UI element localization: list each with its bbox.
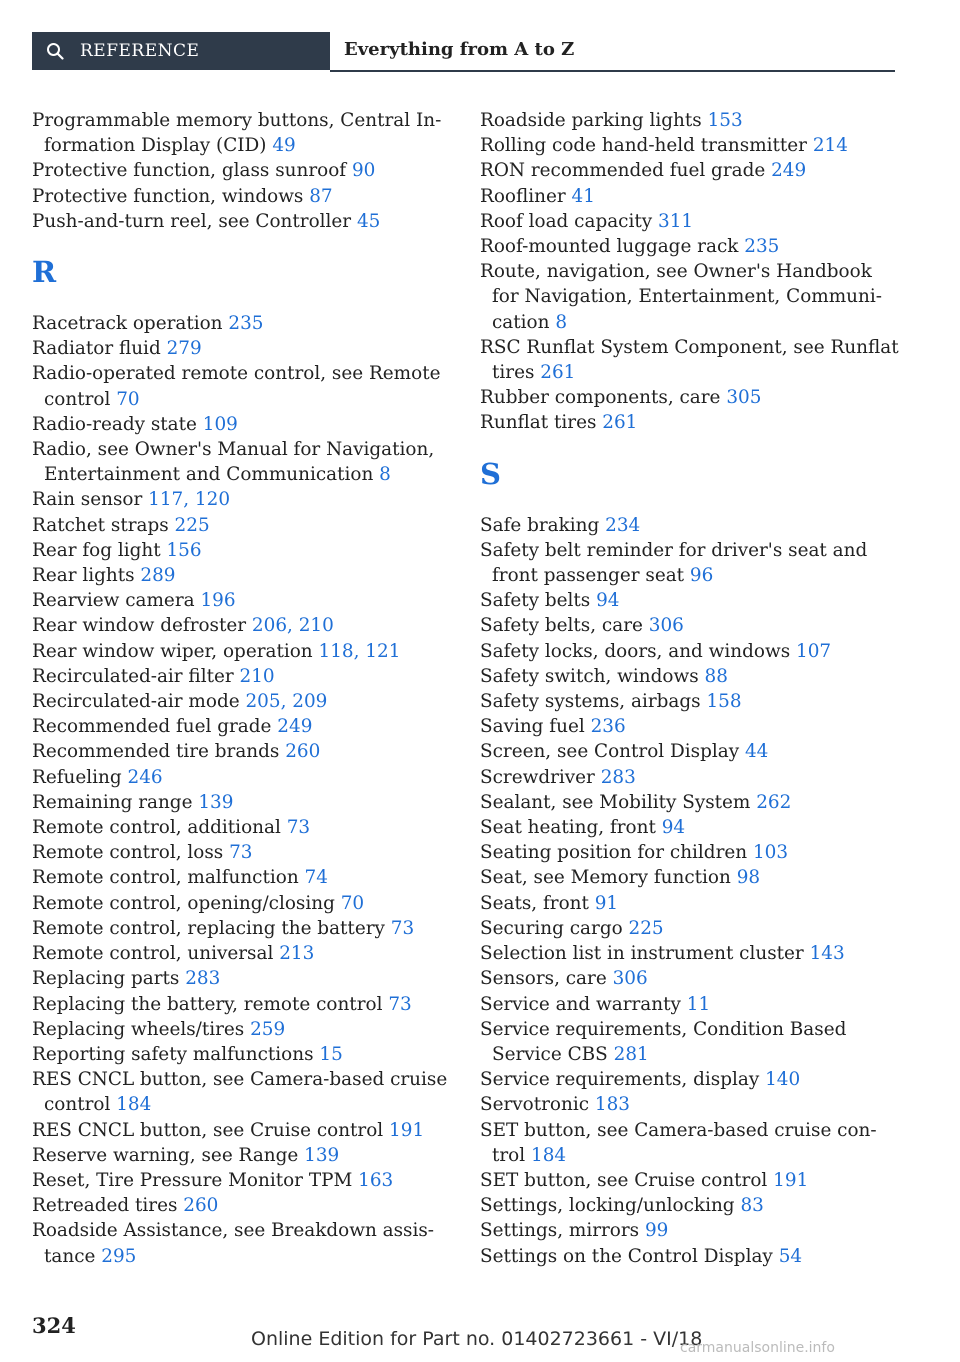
page-reference-link[interactable]: 283 (600, 766, 636, 788)
index-entry (32, 739, 452, 764)
page-reference-link[interactable]: 249 (277, 716, 313, 738)
index-entry (480, 739, 900, 764)
page-reference-link[interactable]: 191 (389, 1119, 425, 1141)
page-reference-link[interactable]: 153 (707, 110, 743, 131)
index-entry (32, 437, 452, 487)
index-entry (32, 1118, 452, 1143)
index-term: Safe braking (480, 514, 600, 536)
page-reference-link[interactable]: 196 (200, 590, 236, 612)
index-entry (32, 790, 452, 815)
index-term: Saving fuel (480, 716, 585, 738)
index-entry (480, 184, 900, 209)
page-reference-link[interactable]: 139 (304, 1144, 340, 1166)
index-entry (480, 815, 900, 840)
index-entry (480, 992, 900, 1017)
page-reference-link[interactable]: 236 (590, 716, 626, 738)
index-column-left (32, 108, 452, 1269)
index-term: Remote control, universal (32, 943, 274, 965)
page-reference-link[interactable]: 213 (279, 943, 315, 965)
page-reference-link[interactable]: 49 (272, 135, 296, 157)
index-term: Safety systems, airbags (480, 691, 701, 713)
page-reference-link[interactable]: 109 (202, 413, 238, 435)
index-entry (32, 891, 452, 916)
index-entry (480, 790, 900, 815)
index-entry (480, 916, 900, 941)
page-reference-link[interactable]: 73 (286, 817, 311, 839)
watermark: carmanualsonline.info (680, 1340, 835, 1356)
index-entry (32, 108, 452, 158)
index-entry (32, 639, 452, 664)
index-entry (32, 992, 452, 1017)
index-term: Service requirements, Condition Based Service CBS (480, 1018, 847, 1065)
index-term: Reserve warning, see Range (32, 1144, 299, 1166)
page-reference-link[interactable]: 184 (116, 1094, 152, 1116)
index-term: Rain sensor (32, 489, 143, 511)
index-entry (32, 815, 452, 840)
page-reference-link[interactable]: 70 (340, 892, 365, 914)
index-entry (480, 613, 900, 638)
index-entry (480, 410, 900, 435)
index-term: Sensors, care (480, 968, 607, 990)
index-letter-heading: R (32, 255, 57, 290)
page-reference-link[interactable]: 117, 120 (148, 489, 231, 511)
index-entry (32, 1168, 452, 1193)
index-entry (32, 1193, 452, 1218)
index-entry (32, 966, 452, 991)
header-rule (330, 70, 895, 72)
page-reference-link[interactable]: 11 (686, 993, 711, 1015)
page-reference-link[interactable]: 225 (628, 917, 664, 939)
index-term: Seating position for children (480, 842, 748, 864)
index-term: Service and warranty (480, 993, 681, 1015)
index-term: SET button, see Cruise control (480, 1169, 768, 1191)
index-entry (480, 891, 900, 916)
page-reference-link[interactable]: 281 (613, 1043, 649, 1065)
index-entry (480, 209, 900, 234)
page-reference-link[interactable]: 311 (658, 210, 694, 232)
index-entry (480, 1168, 900, 1193)
index-term: RES CNCL button, see Camera-based cruise control (32, 1069, 448, 1116)
index-entry (480, 1118, 900, 1168)
index-term: Remote control, malfunction (32, 867, 299, 889)
page-number: 324 (32, 1313, 76, 1338)
page-reference-link[interactable]: 183 (594, 1094, 630, 1116)
index-entry (32, 538, 452, 563)
index-term: Recommended tire brands (32, 741, 280, 763)
reference-tab[interactable] (32, 32, 330, 70)
index-term: Screwdriver (480, 766, 595, 788)
index-term: RSC Runflat System Component, see Runflat tires (480, 336, 899, 384)
index-entry (32, 361, 452, 411)
page-reference-link[interactable]: 235 (228, 313, 264, 335)
index-term: Radio-ready state (32, 413, 197, 435)
index-entry (480, 108, 900, 133)
page-reference-link[interactable]: 118, 121 (318, 640, 401, 662)
index-entry (32, 664, 452, 689)
index-entry (480, 133, 900, 158)
index-term: Recommended fuel grade (32, 716, 272, 738)
index-entry (32, 487, 452, 512)
index-term: Replacing parts (32, 968, 180, 990)
index-term: Seat, see Memory function (480, 867, 731, 889)
index-term: Selection list in instrument cluster (480, 943, 804, 965)
index-term: Remaining range (32, 791, 193, 813)
index-term: Racetrack operation (32, 313, 223, 335)
index-entry (32, 513, 452, 538)
page-reference-link[interactable]: 156 (166, 539, 202, 561)
index-term: Programmable memory buttons, Central In‐formation Display (CID) (32, 110, 442, 157)
index-column-right (480, 108, 900, 1269)
page-reference-link[interactable]: 206, 210 (251, 615, 334, 637)
index-term: Sealant, see Mobility System (480, 791, 751, 813)
index-entry (32, 588, 452, 613)
index-term: Retreaded tires (32, 1195, 178, 1217)
index-entry (32, 689, 452, 714)
index-term: Roadside Assistance, see Breakdown assis‐tance (32, 1220, 435, 1267)
index-entry (480, 865, 900, 890)
index-entry (480, 664, 900, 689)
index-entry (32, 1067, 452, 1117)
page-reference-link[interactable]: 306 (612, 968, 648, 990)
index-entry (480, 1067, 900, 1092)
page-reference-link[interactable]: 158 (706, 691, 742, 713)
index-entry (480, 966, 900, 991)
page-reference-link[interactable]: 261 (602, 412, 638, 434)
page-reference-link[interactable]: 98 (736, 867, 761, 889)
index-term: Rear window wiper, operation (32, 640, 313, 662)
index-entry (32, 714, 452, 739)
page-reference-link[interactable]: 279 (166, 338, 202, 360)
page-reference-link[interactable]: 246 (127, 766, 163, 788)
page-reference-link[interactable]: 99 (644, 1220, 669, 1242)
page-reference-link[interactable]: 87 (309, 185, 333, 207)
page-reference-link[interactable]: 44 (744, 741, 769, 763)
page-reference-link[interactable]: 73 (390, 917, 415, 939)
page-reference-link[interactable]: 88 (704, 665, 728, 687)
index-term: Protective function, glass sunroof (32, 160, 347, 182)
index-entry (32, 613, 452, 638)
index-entry (480, 1017, 900, 1067)
page-reference-link[interactable]: 139 (198, 791, 234, 813)
index-term: Roof-mounted luggage rack (480, 236, 739, 258)
index-entry (480, 689, 900, 714)
page-reference-link[interactable]: 289 (140, 565, 176, 587)
page-reference-link[interactable]: 261 (540, 362, 576, 384)
page-reference-link[interactable]: 103 (752, 842, 789, 864)
index-term: Rear lights (32, 565, 135, 587)
index-entry (32, 412, 452, 437)
index-entry (480, 941, 900, 966)
page-reference-link[interactable]: 191 (773, 1169, 809, 1191)
page-reference-link[interactable]: 306 (648, 615, 684, 637)
index-entry (32, 941, 452, 966)
index-term: Replacing wheels/tires (32, 1018, 245, 1040)
section-label: REFERENCE (80, 41, 200, 61)
index-entry (480, 588, 900, 613)
index-entry (32, 1017, 452, 1042)
page-reference-link[interactable]: 283 (185, 968, 221, 990)
index-term: RES CNCL button, see Cruise control (32, 1119, 384, 1141)
index-entry (32, 840, 452, 865)
index-term: Protective function, windows (32, 185, 304, 207)
index-term: Safety belts, care (480, 615, 643, 637)
index-term: Safety belts (480, 590, 591, 612)
index-entry (32, 563, 452, 588)
page-reference-link[interactable]: 94 (661, 817, 686, 839)
index-entry (480, 840, 900, 865)
index-term: Settings, mirrors (480, 1220, 640, 1242)
index-term: Roof load capacity (480, 210, 653, 232)
index-term: Remote control, replacing the battery (32, 917, 385, 939)
search-icon (46, 42, 64, 60)
index-entry (480, 765, 900, 790)
index-entry (480, 714, 900, 739)
page-reference-link[interactable]: 70 (116, 388, 140, 410)
index-term: Radiator fluid (32, 338, 161, 360)
page-reference-link[interactable]: 54 (778, 1245, 803, 1267)
page-reference-link[interactable]: 91 (594, 892, 619, 914)
index-term: Rolling code hand-held transmitter (480, 135, 807, 157)
index-entry (480, 1244, 900, 1269)
page-reference-link[interactable]: 41 (571, 185, 595, 207)
index-term: Ratchet straps (32, 514, 169, 536)
index-entry (480, 538, 900, 588)
index-term: Route, navigation, see Owner's Handbook for Navigation, Entertainment, Communi‐cation (480, 261, 882, 333)
page-reference-link[interactable]: 140 (765, 1069, 801, 1091)
index-term: Service requirements, display (480, 1069, 760, 1091)
page-reference-link[interactable]: 143 (809, 943, 845, 965)
index-term: Remote control, opening/closing (32, 892, 335, 914)
index-term: Roofliner (480, 185, 566, 207)
index-term: Rear fog light (32, 539, 161, 561)
index-term: Settings on the Control Display (480, 1245, 773, 1267)
page-reference-link[interactable]: 260 (285, 741, 321, 763)
index-term: Rearview camera (32, 590, 195, 612)
page-reference-link[interactable]: 83 (740, 1195, 764, 1217)
index-entry (32, 1218, 452, 1268)
page-reference-link[interactable]: 262 (756, 791, 792, 813)
index-term: Safety belt reminder for driver's seat and front passenger seat (480, 539, 868, 587)
page-header (32, 32, 895, 72)
index-entry (480, 1218, 900, 1243)
page-reference-link[interactable]: 225 (174, 514, 210, 536)
page-title: Everything from A to Z (344, 39, 575, 60)
index-entry (32, 209, 452, 234)
index-term: Replacing the battery, remote control (32, 993, 383, 1015)
index-term: Runflat tires (480, 412, 597, 434)
page-reference-link[interactable]: 205, 209 (245, 691, 328, 713)
index-entry (480, 234, 900, 259)
index-term: Remote control, loss (32, 842, 224, 864)
index-letter-heading: S (480, 456, 501, 491)
page-reference-link[interactable]: 73 (229, 842, 253, 864)
index-term: RON recommended fuel grade (480, 160, 766, 182)
index-entry (480, 513, 900, 538)
index-term: Securing cargo (480, 917, 623, 939)
index-term: Radio-operated remote control, see Remote control (32, 363, 441, 410)
index-entry (480, 1193, 900, 1218)
index-term: Reset, Tire Pressure Monitor TPM (32, 1169, 353, 1191)
index-term: Roadside parking lights (480, 110, 702, 131)
page-reference-link[interactable]: 96 (689, 565, 714, 587)
page-reference-link[interactable]: 163 (358, 1169, 394, 1191)
page-reference-link[interactable]: 235 (744, 236, 780, 258)
page-reference-link[interactable]: 74 (304, 867, 328, 889)
page-reference-link[interactable]: 15 (319, 1043, 343, 1065)
page-reference-link[interactable]: 214 (812, 135, 848, 157)
index-entry (480, 158, 900, 183)
page-reference-link[interactable]: 259 (250, 1018, 286, 1040)
index-entry (32, 1042, 452, 1067)
index-entry (32, 336, 452, 361)
index-term: Recirculated-air filter (32, 665, 234, 687)
index-entry (480, 259, 900, 335)
page-reference-link[interactable]: 249 (771, 160, 807, 182)
index-term: Rubber components, care (480, 387, 721, 409)
page-reference-link[interactable]: 184 (531, 1144, 567, 1166)
index-term: Remote control, additional (32, 817, 281, 839)
index-term: Seat heating, front (480, 817, 656, 839)
index-entry (32, 311, 452, 336)
index-term: Recirculated-air mode (32, 691, 240, 713)
page-reference-link[interactable]: 45 (356, 210, 381, 232)
page-reference-link[interactable]: 107 (796, 640, 832, 662)
index-entry (32, 1143, 452, 1168)
index-entry (32, 184, 452, 209)
edition-footer: Online Edition for Part no. 01402723661 - VI/18 (251, 1328, 703, 1350)
index-entry (32, 865, 452, 890)
index-term: SET button, see Camera-based cruise con‐trol (480, 1119, 877, 1166)
page-reference-link[interactable]: 260 (183, 1195, 219, 1217)
index-term: Safety switch, windows (480, 665, 699, 687)
index-term: Servotronic (480, 1094, 590, 1116)
index-term: Reporting safety malfunctions (32, 1043, 314, 1065)
index-entry (32, 916, 452, 941)
index-entry (480, 639, 900, 664)
page-reference-link[interactable]: 8 (555, 311, 568, 333)
index-entry (480, 335, 900, 385)
index-entry (32, 765, 452, 790)
index-term: Refueling (32, 766, 122, 788)
index-term: Seats, front (480, 892, 589, 914)
index-term: Settings, locking/unlocking (480, 1195, 735, 1217)
page-reference-link[interactable]: 94 (596, 590, 620, 612)
page-reference-link[interactable]: 295 (101, 1245, 137, 1267)
index-term: Push-and-turn reel, see Controller (32, 210, 352, 232)
index-entry (480, 1092, 900, 1117)
index-entry (32, 158, 452, 183)
index-term: Rear window defroster (32, 615, 247, 637)
index-term: Radio, see Owner's Manual for Navigation, Entertainment and Communication (32, 439, 435, 486)
page-reference-link[interactable]: 210 (239, 665, 275, 687)
page-reference-link[interactable]: 90 (351, 160, 376, 182)
page-reference-link[interactable]: 234 (605, 514, 641, 536)
index-term: Screen, see Control Display (480, 741, 740, 763)
page-reference-link[interactable]: 305 (726, 387, 762, 409)
index-term: Safety locks, doors, and windows (480, 640, 791, 662)
index-entry (480, 385, 900, 410)
page-reference-link[interactable]: 8 (379, 464, 391, 486)
page-reference-link[interactable]: 73 (388, 993, 412, 1015)
